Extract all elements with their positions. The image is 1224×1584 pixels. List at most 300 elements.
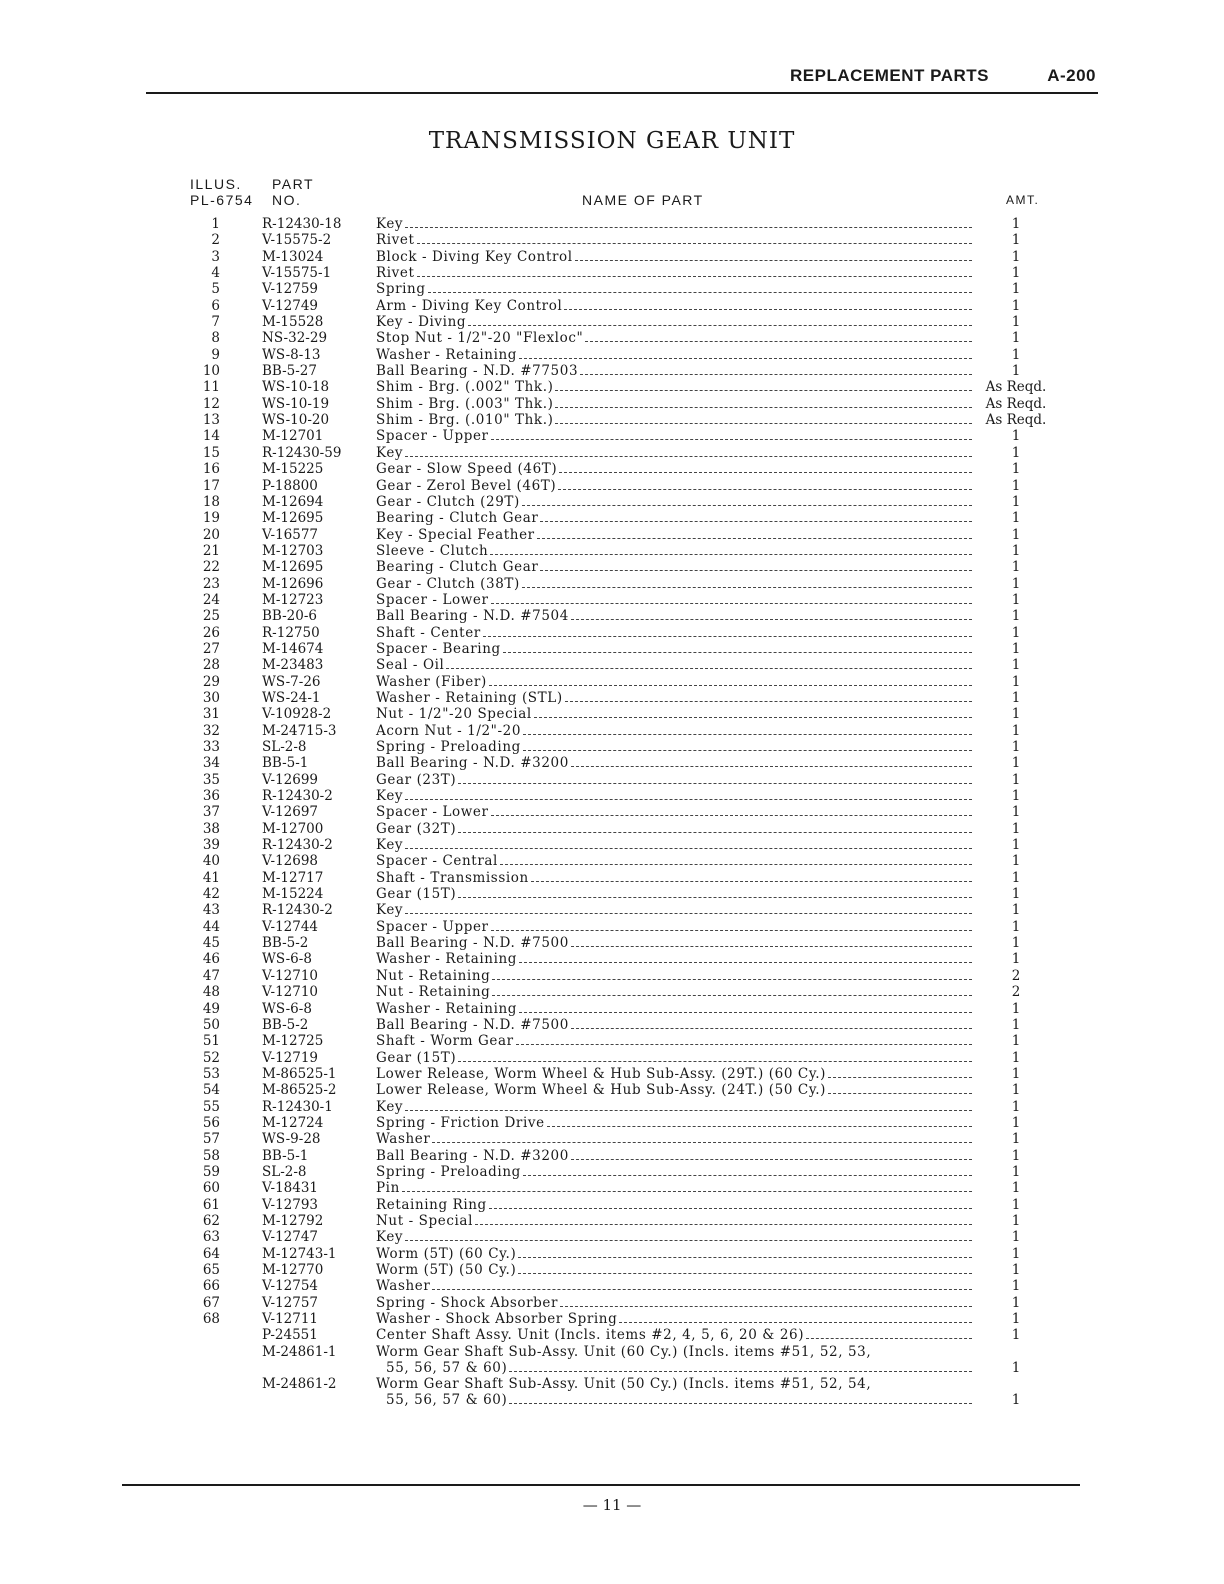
part-number: SL-2-8 [262,1163,307,1180]
amount: 1 [1011,673,1021,690]
part-name: Center Shaft Assy. Unit (Incls. items #2, 4, 5, 6, 20 & 26) [376,1327,974,1343]
part-name: Gear (23T) [376,772,974,788]
leader-line [489,674,972,686]
leader-line [458,772,972,784]
illus-number: 59 [202,1163,220,1180]
page-number: — 11 — [582,1496,642,1514]
illus-number: 28 [202,657,220,674]
amount: 1 [1011,706,1021,723]
illus-number: 51 [202,1033,220,1050]
table-row [0,919,1224,935]
illus-number: 15 [202,444,220,461]
part-name: Spacer - Upper [376,919,974,935]
part-name: Shaft - Worm Gear [376,1033,974,1049]
table-row [0,935,1224,951]
part-name: Gear (15T) [376,1050,974,1066]
amount: 1 [1011,559,1021,576]
part-number: BB-5-1 [262,755,309,772]
part-header-line1: PART [272,176,315,192]
part-name: Washer (Fiber) [376,674,974,690]
leader-line [509,1360,972,1372]
illus-number: 57 [202,1131,220,1148]
table-row [0,281,1224,297]
leader-line [522,494,972,506]
table-row [0,1327,1224,1343]
amount: 1 [1011,1278,1021,1295]
table-row [0,461,1224,477]
illus-number: 21 [202,542,220,559]
table-row [0,1164,1224,1180]
amount: 1 [1011,1049,1021,1066]
name-column-header: NAME OF PART [582,192,704,208]
table-row [0,1017,1224,1033]
table-row [0,1148,1224,1164]
illus-number: 26 [202,624,220,641]
table-row [0,706,1224,722]
part-number: R-12430-59 [262,444,342,461]
amount: 1 [1011,755,1021,772]
part-number: M-12792 [262,1212,324,1229]
illus-number: 19 [202,510,220,527]
part-name: Worm Gear Shaft Sub-Assy. Unit (50 Cy.) (Incls. items #51, 52, 54, [376,1376,872,1393]
part-number: M-12723 [262,591,324,608]
part-name: Nut - Retaining [376,984,974,1000]
amount: 1 [1011,1098,1021,1115]
illus-number: 64 [202,1245,220,1262]
illus-number: 12 [202,395,220,412]
table-row [0,249,1224,265]
table-row [0,1278,1224,1294]
amount: 1 [1011,624,1021,641]
amount: 1 [1011,330,1021,347]
leader-line [518,1246,972,1258]
leader-line [491,428,972,440]
part-name: Shaft - Center [376,625,974,641]
leader-line [571,1017,972,1029]
amount: 1 [1011,788,1021,805]
leader-line [523,723,972,735]
header-rule [146,92,1098,94]
illus-number: 43 [202,902,220,919]
illus-number: 61 [202,1196,220,1213]
leader-line [571,608,972,620]
amount: 1 [1011,542,1021,559]
table-row [0,1180,1224,1196]
part-number: BB-5-2 [262,935,309,952]
illus-number: 25 [202,608,220,625]
leader-line [828,1082,972,1094]
part-number: BB-5-1 [262,1147,309,1164]
amount: 1 [1011,1196,1021,1213]
amount: 1 [1011,1245,1021,1262]
illus-number: 3 [211,248,220,265]
part-number: M-15225 [262,461,324,478]
amount: 1 [1011,444,1021,461]
part-name: Worm (5T) (60 Cy.) [376,1246,974,1262]
parts-list [0,216,1224,1409]
leader-line [405,1099,972,1111]
part-number: V-12699 [262,771,319,788]
leader-line [571,935,972,947]
amount: 1 [1011,1262,1021,1278]
part-name: Spacer - Bearing [376,641,974,657]
part-number: WS-8-13 [262,346,321,363]
leader-line [540,510,972,522]
part-number: V-12710 [262,984,319,1001]
part-number: M-12701 [262,428,324,445]
leader-line [558,478,972,490]
table-row [0,527,1224,543]
leader-line [547,1115,972,1127]
table-row [0,886,1224,902]
amount: 1 [1011,837,1021,854]
part-number: V-12697 [262,804,319,821]
part-number: V-12710 [262,967,319,984]
leader-line [565,690,972,702]
part-name: Sleeve - Clutch [376,543,974,559]
leader-line [580,363,972,375]
part-number: M-12703 [262,542,324,559]
table-row [0,1344,1224,1377]
leader-line [555,379,972,391]
table-row [0,396,1224,412]
table-row [0,347,1224,363]
illus-number: 7 [211,314,220,331]
part-name: Key [376,902,974,918]
part-number: R-12430-2 [262,837,333,854]
part-name: Worm (5T) (50 Cy.) [376,1262,974,1278]
part-name: Key [376,216,974,232]
part-number: BB-5-27 [262,363,317,380]
illus-number: 36 [202,788,220,805]
leader-line [537,527,972,539]
part-name: Block - Diving Key Control [376,249,974,265]
header-section: REPLACEMENT PARTS [790,66,989,85]
part-name: Arm - Diving Key Control [376,298,974,314]
amount: 1 [1011,1163,1021,1180]
leader-line [571,1148,972,1160]
illus-number: 27 [202,640,220,657]
illus-number: 56 [202,1114,220,1131]
amount: 2 [1011,967,1021,984]
illus-number: 9 [211,346,220,363]
leader-line [828,1066,972,1078]
illus-number: 40 [202,853,220,870]
table-row [0,559,1224,575]
page-title: TRANSMISSION GEAR UNIT [428,128,796,154]
amount: 1 [1011,346,1021,363]
amount: 1 [1011,820,1021,837]
amount: 1 [1011,771,1021,788]
part-name: Bearing - Clutch Gear [376,510,974,526]
illus-number: 30 [202,689,220,706]
part-number: R-12750 [262,624,320,641]
table-row [0,330,1224,346]
leader-line [417,265,972,277]
illus-number: 29 [202,673,220,690]
leader-line [585,330,972,342]
part-name: Spring - Preloading [376,739,974,755]
part-number: M-15224 [262,886,324,903]
amount: 1 [1011,804,1021,821]
part-name: Washer - Retaining [376,951,974,967]
part-number: V-12744 [262,918,319,935]
table-row [0,951,1224,967]
leader-line [492,984,972,996]
table-row [0,1066,1224,1082]
table-row [0,853,1224,869]
part-name: Spring - Friction Drive [376,1115,974,1131]
amount: 1 [1011,1212,1021,1229]
part-name: Ball Bearing - N.D. #7500 [376,1017,974,1033]
leader-line [491,804,972,816]
part-number: P-24551 [262,1327,318,1344]
leader-line [468,314,972,326]
table-row [0,1311,1224,1327]
part-number: V-12719 [262,1049,319,1066]
table-row [0,412,1224,428]
leader-line [575,249,972,261]
part-name: Nut - Special [376,1213,974,1229]
amount: 1 [1011,1311,1021,1328]
part-number: M-12696 [262,575,324,592]
part-name: Key [376,1099,974,1115]
amount: 1 [1011,1147,1021,1164]
leader-line [500,853,972,865]
part-number: WS-6-8 [262,951,312,968]
part-name: Shim - Brg. (.010" Thk.) [376,412,974,428]
leader-line [475,1213,972,1225]
table-row [0,216,1224,232]
illus-number: 47 [202,967,220,984]
part-name: Spacer - Upper [376,428,974,444]
part-name: Key [376,788,974,804]
table-row [0,232,1224,248]
part-name: Acorn Nut - 1/2"-20 [376,723,974,739]
amount: 1 [1011,722,1021,739]
illus-number: 11 [202,379,220,396]
part-name: Retaining Ring [376,1197,974,1213]
table-row [0,1376,1224,1409]
amount: 1 [1011,608,1021,625]
illus-number: 45 [202,935,220,952]
part-number: V-12747 [262,1229,319,1246]
amount: 1 [1011,1392,1021,1409]
leader-line [806,1327,972,1339]
part-name: Ball Bearing - N.D. #7500 [376,935,974,951]
part-name: Washer - Shock Absorber Spring [376,1311,974,1327]
table-row [0,1197,1224,1213]
part-number: M-12700 [262,820,324,837]
illus-number: 48 [202,984,220,1001]
leader-line [432,1131,972,1143]
table-row [0,445,1224,461]
amount: 1 [1011,493,1021,510]
table-row [0,1262,1224,1278]
table-row [0,772,1224,788]
illus-number: 65 [202,1262,220,1278]
leader-line [519,951,972,963]
part-name: Key - Diving [376,314,974,330]
part-number: WS-7-26 [262,673,321,690]
leader-line [531,870,972,882]
part-name: Shim - Brg. (.002" Thk.) [376,379,974,395]
leader-line [402,1180,972,1192]
part-number: SL-2-8 [262,739,307,755]
illus-number: 62 [202,1212,220,1229]
part-number: M-12694 [262,493,324,510]
table-row [0,379,1224,395]
part-number: WS-10-19 [262,395,330,412]
table-row [0,739,1224,755]
part-number: R-12430-2 [262,788,333,805]
part-name: Lower Release, Worm Wheel & Hub Sub-Assy. (29T.) (60 Cy.) [376,1066,974,1082]
part-number: V-12793 [262,1196,319,1213]
part-number: M-24861-2 [262,1376,337,1393]
amount: 1 [1011,314,1021,331]
table-row [0,870,1224,886]
part-name: Ball Bearing - N.D. #77503 [376,363,974,379]
table-row [0,984,1224,1000]
leader-line [428,281,972,293]
part-name: Key [376,837,974,853]
amount: 1 [1011,526,1021,543]
part-number: M-12695 [262,559,324,576]
part-name: Spring - Preloading [376,1164,974,1180]
illus-number: 8 [211,330,220,347]
leader-line [534,706,972,718]
part-number: M-12725 [262,1033,324,1050]
amount: 2 [1011,984,1021,1001]
amt-column-header: AMT. [1006,193,1040,207]
part-number: V-12711 [262,1311,319,1328]
part-number: V-12749 [262,297,319,314]
illus-number: 50 [202,1016,220,1033]
leader-line [458,821,972,833]
amount: 1 [1011,1000,1021,1017]
amount: 1 [1011,902,1021,919]
part-name: Shim - Brg. (.003" Thk.) [376,396,974,412]
illus-number: 23 [202,575,220,592]
amount: 1 [1011,853,1021,870]
illus-number: 68 [202,1311,220,1328]
illus-number: 2 [211,232,220,249]
part-number: V-12757 [262,1294,319,1311]
illus-header-line2: PL-6754 [190,192,254,208]
part-number: V-12754 [262,1278,319,1295]
illus-number: 17 [202,477,220,494]
part-number: V-12698 [262,853,319,870]
leader-line [405,902,972,914]
illus-number: 60 [202,1180,220,1197]
illus-number: 53 [202,1065,220,1082]
part-name: Washer - Retaining [376,1001,974,1017]
leader-line [523,739,972,751]
part-number: WS-9-28 [262,1131,321,1148]
illus-number: 34 [202,755,220,772]
illus-column-header [190,176,253,208]
amount: 1 [1011,1229,1021,1246]
leader-line [405,1229,972,1241]
table-row [0,265,1224,281]
amount: 1 [1011,1131,1021,1148]
part-number: M-12695 [262,510,324,527]
part-number: M-24715-3 [262,722,337,739]
illus-number: 10 [202,363,220,380]
leader-line [405,445,972,457]
illus-number: 67 [202,1294,220,1311]
illus-number: 13 [202,412,220,429]
leader-line [483,625,972,637]
table-row [0,608,1224,624]
part-number: P-18800 [262,477,318,494]
table-row [0,723,1224,739]
table-row [0,641,1224,657]
illus-header-line1: ILLUS. [190,176,242,192]
amount: 1 [1011,1359,1021,1376]
leader-line [519,1001,972,1013]
amount: 1 [1011,657,1021,674]
table-row [0,543,1224,559]
leader-line [458,1050,972,1062]
part-name: Gear (32T) [376,821,974,837]
part-number: R-12430-1 [262,1098,333,1115]
part-name: Washer - Retaining (STL) [376,690,974,706]
part-number: V-15575-2 [262,232,332,249]
part-number: M-24861-1 [262,1343,337,1360]
illus-number: 32 [202,722,220,739]
table-row [0,1229,1224,1245]
part-number: M-15528 [262,314,324,331]
amount: 1 [1011,297,1021,314]
part-name: Seal - Oil [376,657,974,673]
illus-number: 63 [202,1229,220,1246]
illus-number: 31 [202,706,220,723]
table-row [0,1213,1224,1229]
illus-number: 22 [202,559,220,576]
leader-line [491,592,972,604]
leader-line [491,919,972,931]
illus-number: 37 [202,804,220,821]
amount: 1 [1011,510,1021,527]
part-name: Bearing - Clutch Gear [376,559,974,575]
table-row [0,1246,1224,1262]
illus-number: 42 [202,886,220,903]
illus-number: 44 [202,918,220,935]
amount: 1 [1011,281,1021,298]
table-row [0,902,1224,918]
part-number: M-13024 [262,248,324,265]
amount: 1 [1011,216,1021,232]
part-number: BB-5-2 [262,1016,309,1033]
table-row [0,363,1224,379]
part-name: Spacer - Lower [376,592,974,608]
part-number: V-16577 [262,526,319,543]
part-header-line2: NO. [272,192,302,208]
part-name: Spring - Shock Absorber [376,1295,974,1311]
amount: 1 [1011,935,1021,952]
leader-line [432,1278,972,1290]
part-column-header [272,176,314,208]
leader-line [564,298,972,310]
table-row [0,298,1224,314]
table-row [0,494,1224,510]
illus-number: 16 [202,461,220,478]
part-name-continued: 55, 56, 57 & 60) [386,1392,974,1408]
table-row [0,1082,1224,1098]
amount: 1 [1011,869,1021,886]
part-number: V-18431 [262,1180,319,1197]
